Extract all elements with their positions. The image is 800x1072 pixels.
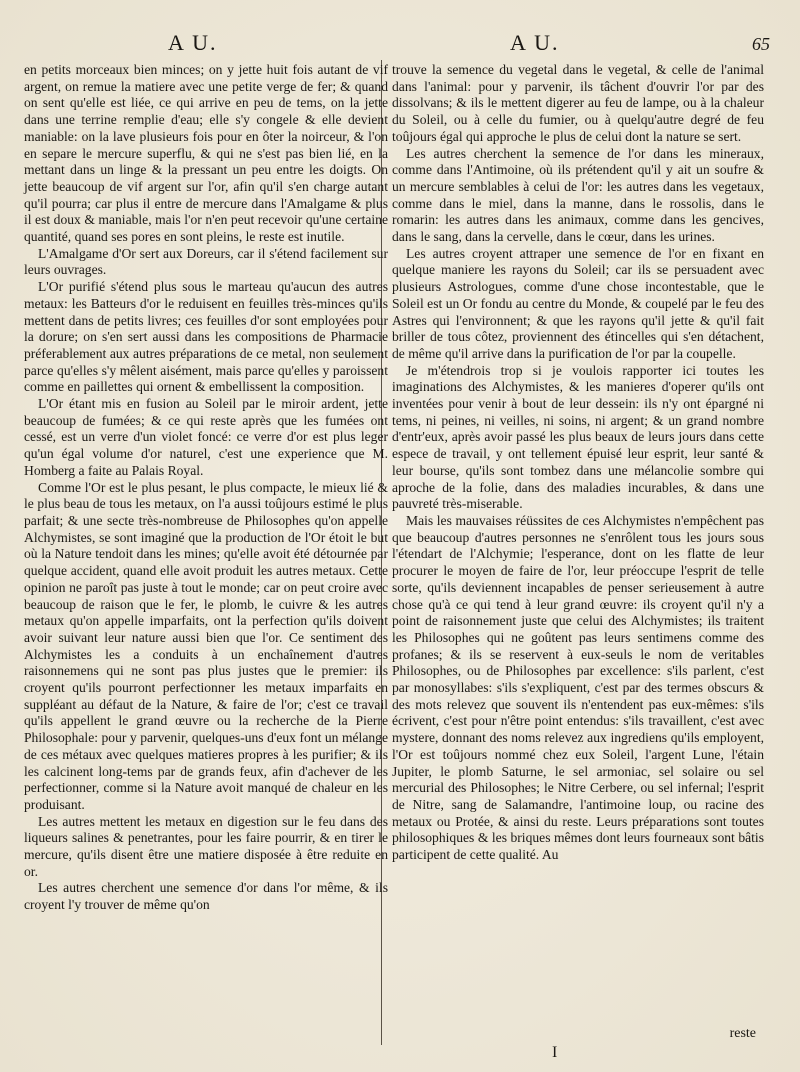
- running-head-right: A U.: [510, 30, 560, 55]
- paragraph: Mais les mauvaises réüssites de ces Alchymistes n'empêchent pas que beaucoup d'autres personnes ne s'enrôlent tous les jours sous l'étendart de l'Alchymie; l'esperance, dont on les flatte de leur procurer le moyen de faire de l'or, leur préoccupe l'esprit de telle sorte, qu'ils deviennent incapables de penser serieusement à autre chose qu'à ce qui tend à leur grand œuvre: ils croyent qu'il n'y a point de raisonnement juste que celui des Alchymistes; ils traitent les Philosophes qui ne goûtent pas leurs sentimens comme des profanes; & ils se reservent à eux-seuls le nom de veritables Philosophes, ou de Philosophes par excellence: s'ils parlent, c'est par monosyllabes: s'ils s'expliquent, c'est par des termes obscurs & des mots relevez que souvent ils n'entendent pas eux-mêmes: s'ils écrivent, c'est pour n'être point entendus: s'ils travaillent, c'est avec mystere, donnant des noms relevez aux ingrediens qu'ils employent, l'Or est toûjours nommé chez eux Soleil, l'argent Lune, l'étain Jupiter, le plomb Saturne, le sel armoniac, sel solaire ou sel mercurial des Philosophes; le Nitre Cerbere, ou sel infernal; l'esprit de Nitre, sang de Salamandre, l'antimoine loup, ou racine des metaux ou Protée, & ainsi du reste. Leurs préparations sont toutes philosophiques & les briques mêmes dont leurs fourneaux sont bâtis participent de cette qualité. Au: [392, 512, 764, 863]
- paragraph: Je m'étendrois trop si je voulois rapporter ici toutes les imaginations des Alchymistes, & les manieres d'operer qu'ils ont inventées pour venir à bout de leur dessein: ils n'y ont épargné ni tems, ni peines, ni veilles, ni soins, ni argent; & un grand nombre d'entr'eux, après avoir passé les plus beaux de leurs jours dans cette espece de travail, y ont tellement épuisé leur esprit, leur santé & leur bourse, qu'ils sont tombez dans une mélancolie sombre qui aproche de la folie, dans des maladies incurables, & dans une pauvreté très-miserable.: [392, 362, 764, 512]
- paragraph: L'Amalgame d'Or sert aux Doreurs, car il s'étend facilement sur leurs ouvrages.: [24, 245, 388, 278]
- signature-mark: I: [552, 1044, 558, 1061]
- page-number: 65: [752, 34, 770, 54]
- catchword: reste: [729, 1026, 756, 1041]
- running-head-left: A U.: [168, 30, 218, 55]
- right-column: [392, 62, 764, 864]
- paragraph: L'Or étant mis en fusion au Soleil par le miroir ardent, jette beaucoup de fumées; & ce qui reste après que les fumées ont cessé, est un verre d'un violet foncé: ce verre d'or est plus leger qu'un égal volume d'or naturel, c'est une experience que M. Homberg a faite au Palais Royal.: [24, 396, 388, 478]
- paragraph: Les autres mettent les metaux en digestion sur le feu dans des liqueurs salines & penetrantes, pour les faire pourrir, & en tirer le mercure, qu'ils disent être une matiere disposée à être reduite en or.: [24, 813, 388, 879]
- left-column: [24, 62, 388, 914]
- paragraph: Les autres croyent attraper une semence de l'or en fixant en quelque maniere les rayons du Soleil; car ils se persuadent avec plusieurs Astrologues, comme d'une chose incontestable, que le Soleil est un Or fondu au centre du Monde, & coupelé par le feu des Astres qui l'environnent; & que les rayons qu'il jette & qu'il fait briller de tous côtez, proviennent des étincelles qui s'en détachent, de même qu'il arrive dans la purification de l'or par la coupelle.: [392, 245, 764, 361]
- paragraph: L'Or purifié s'étend plus sous le marteau qu'aucun des autres metaux: les Batteurs d'or le reduisent en feuilles très-minces qu'ils mettent dans de petits livres; ces feuilles d'or sont employées pour la dorure; on s'en sert aussi dans les compositions de Pharmacie préferablement aux autres préparations de ce metal, non seulement parce qu'elles s'y mêlent aisément, mais parce qu'elles y paroissent comme en paillettes qui ornent & embellissent la composition.: [24, 279, 388, 395]
- paragraph: Les autres cherchent la semence de l'or dans les mineraux, comme dans l'Antimoine, où ils prétendent qu'il y ait un soufre & un mercure semblables à celui de l'or: les autres dans les vegetaux, comme dans le miel, dans la manne, dans le rossolis, dans le romarin: les autres dans les animaux, comme dans les gencives, dans le sang, dans la cervelle, dans le cœur, dans les urines.: [392, 145, 764, 245]
- paragraph: trouve la semence du vegetal dans le vegetal, & celle de l'animal dans l'animal: pour y parvenir, ils tâchent d'ouvrir l'or par des dissolvans; & ils le mettent digerer au feu de lampe, ou à la chaleur du Soleil, ou à celle du fumier, ou à quelqu'autre degré de feu toûjours égal qui approche le plus de celui dont la nature se sert.: [392, 62, 764, 144]
- paragraph: en petits morceaux bien minces; on y jette huit fois autant de vif argent, on remue la matiere avec une petite verge de fer; & quand on sent qu'elle est liée, ce qui arrive en peu de tems, on la jette dans une terrine remplie d'eau; elle s'y congele & elle devient maniable: on la lave plusieurs fois pour en ôter la noirceur, & l'on en separe le mercure superflu, & qui ne s'est pas bien lié, en la mettant dans un linge & la pressant un peu entre les doigts. On jette beaucoup de vif argent sur l'or, afin qu'il s'en charge autant qu'il pourra; car plus il entre de mercure dans l'Amalgame & plus il est doux & maniable, mais l'or n'en peut recevoir qu'une certaine quantité, quand ses pores en sont pleins, le reste est inutile.: [24, 62, 388, 245]
- paragraph: Comme l'Or est le plus pesant, le plus compacte, le mieux lié & le plus beau de tous les metaux, on l'a aussi toûjours estimé le plus parfait; & une secte très-nombreuse de Philosophes qu'on appelle Alchymistes, se sont imaginé que la production de l'Or étoit le but où la Nature tendoit dans les mines; qu'elle avoit été détournée par quelque accident, quand elle avoit produit les autres metaux. Cette opinion ne paroît pas juste à tout le monde; car on peut croire avec beaucoup de raison que le fer, le plomb, le cuivre & les autres metaux qu'on appelle imparfaits, ont la perfection qu'ils doivent avoir suivant leur nature aussi bien que l'or. Ce sentiment des Alchymistes les a conduits à un enchaînement d'autres raisonnemens qui ne sont pas plus justes que le premier: ils croyent qu'ils pourront perfectionner les metaux imparfaits en suppléant au défaut de la Nature, & faire de l'or; c'est ce travail qu'ils appellent le grand œuvre ou la recherche de la Pierre Philosophale: pour y parvenir, quelques-uns d'eux font un mélange de ces métaux avec quelques matieres propres à les purifier; & ils les calcinent long-tems par de grands feux, afin d'achever de les perfectionner, comme si la Nature avoit manqué de chaleur en les produisant.: [24, 479, 388, 812]
- paragraph: Les autres cherchent une semence d'or dans l'or même, & ils croyent l'y trouver de même qu'on: [24, 880, 388, 913]
